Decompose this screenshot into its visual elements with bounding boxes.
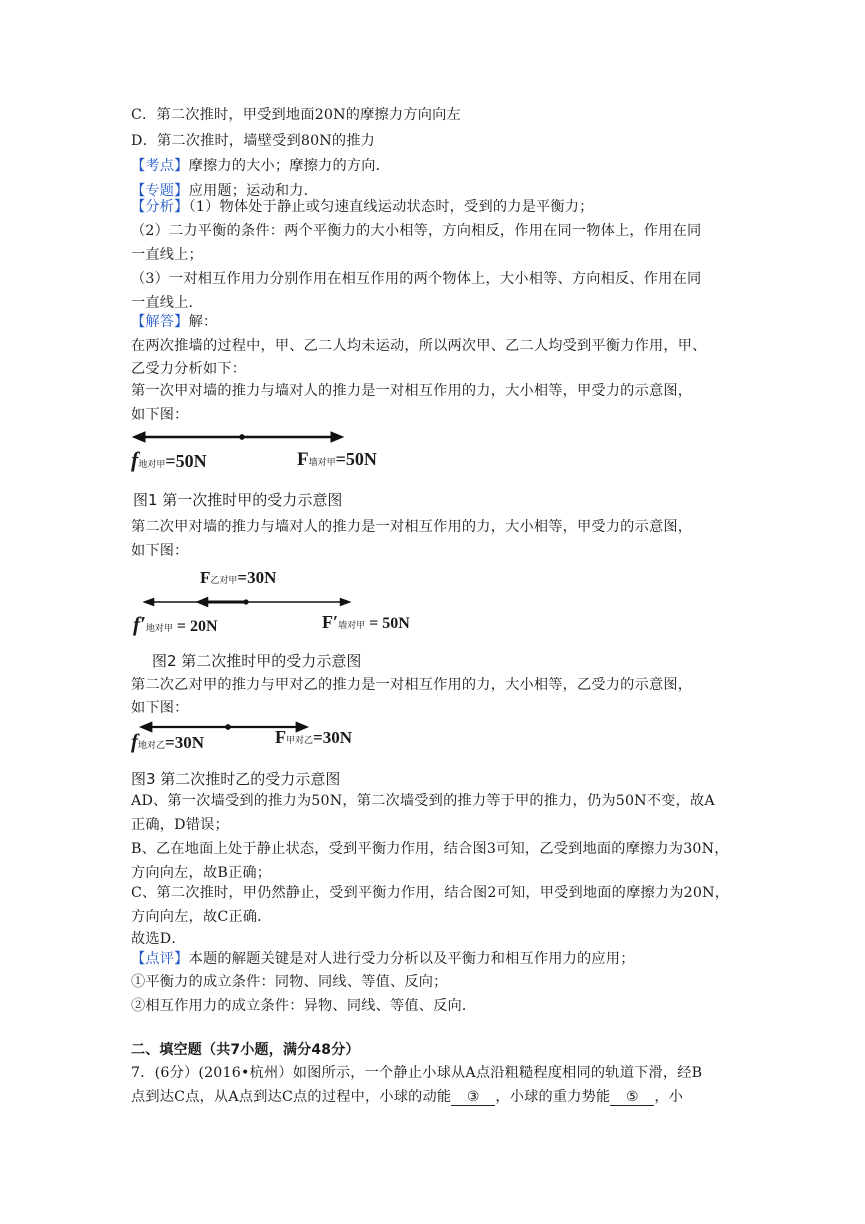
fig3-caption: 图3 第二次推时乙的受力示意图	[131, 770, 341, 788]
para-2a: 第一次甲对墙的推力与墙对人的推力是一对相互作用的力，大小相等，甲受力的示意图，	[131, 383, 693, 399]
fig3-left-label: f地对乙=30N	[131, 729, 204, 753]
fig2-right-label: F′墙对甲 = 50N	[322, 612, 410, 632]
option-c: C．第二次推时，甲受到地面20N的摩擦力方向向左	[131, 107, 461, 123]
answer-blank-1[interactable]: ③	[451, 1089, 495, 1106]
para-3b: 如下图：	[131, 543, 189, 559]
answer-ad-b: 正确，D错误；	[131, 817, 229, 833]
question-7-a: 7．(6分）(2016•杭州）如图所示，一个静止小球从A点沿粗糙程度相同的轨道下滑，经B	[131, 1065, 703, 1081]
para-1a: 在两次推墙的过程中，甲、乙二人均未运动，所以两次甲、乙二人均受到平衡力作用，甲、	[131, 338, 707, 354]
question-7-b	[131, 1087, 683, 1107]
jieda-tag: 【解答】	[131, 314, 189, 330]
kaodian-tag: 【考点】	[131, 158, 189, 174]
fig2-top-label: F乙对甲=30N	[200, 568, 277, 587]
figure-2	[140, 592, 360, 614]
answer-ad-a: AD、第一次墙受到的推力为50N，第二次墙受到的推力等于甲的推力，仍为50N不变，故A	[131, 793, 715, 809]
kaodian-line	[131, 156, 390, 176]
answer-choice: 故选D．	[131, 931, 186, 947]
jieda-text: 解：	[188, 314, 218, 330]
question-7-b-text: 点到达C点，从A点到达C点的过程中，小球的动能	[131, 1089, 452, 1105]
kaodian-text: 摩擦力的大小；摩擦力的方向．	[188, 158, 390, 174]
para-1b: 乙受力分析如下：	[131, 361, 247, 377]
fenxi-line	[131, 197, 594, 217]
fig2-caption: 图2 第二次推时甲的受力示意图	[152, 652, 362, 670]
zhuanti-text: 应用题；运动和力．	[188, 183, 319, 199]
fig3-right-label: F甲对乙=30N	[275, 727, 352, 747]
para-4a: 第二次乙对甲的推力与甲对乙的推力是一对相互作用的力，大小相等，乙受力的示意图，	[131, 677, 693, 693]
fenxi-2a: （2）二力平衡的条件：两个平衡力的大小相等，方向相反，作用在同一物体上，作用在同	[131, 223, 702, 239]
zhuanti-tag: 【专题】	[131, 183, 189, 199]
fig1-right-label: F墙对甲=50N	[297, 449, 377, 470]
remark-1: ①平衡力的成立条件：同物、同线、等值、反向；	[131, 974, 448, 990]
fig1-left-label: f地对甲=50N	[131, 447, 207, 472]
para-2b: 如下图：	[131, 407, 189, 423]
answer-blank-2[interactable]: ⑤	[610, 1089, 654, 1106]
answer-b-a: B、乙在地面上处于静止状态，受到平衡力作用，结合图3可知，乙受到地面的摩擦力为30N，	[131, 841, 729, 857]
fig1-caption: 图1 第一次推时甲的受力示意图	[133, 491, 343, 509]
fenxi-tag: 【分析】	[131, 199, 189, 215]
question-7-b-mid: ，小球的重力势能	[495, 1089, 611, 1105]
para-4b: 如下图：	[131, 700, 189, 716]
remark-2: ②相互作用力的成立条件：异物、同线、等值、反向．	[131, 998, 477, 1014]
section-heading: 二、填空题（共7小题，满分48分）	[131, 1042, 360, 1058]
dianping-text: 本题的解题关键是对人进行受力分析以及平衡力和相互作用力的应用；	[188, 951, 635, 967]
para-3a: 第二次甲对墙的推力与墙对人的推力是一对相互作用的力，大小相等，甲受力的示意图，	[131, 519, 693, 535]
answer-b-b: 方向向左，故B正确；	[131, 865, 272, 881]
option-d: D．第二次推时，墙壁受到80N的推力	[131, 133, 376, 149]
fenxi-2b: 一直线上；	[131, 247, 203, 263]
fenxi-3b: 一直线上．	[131, 295, 203, 311]
answer-c-a: C、第二次推时，甲仍然静止，受到平衡力作用，结合图2可知，甲受到地面的摩擦力为20N，	[131, 885, 730, 901]
jieda-line	[131, 312, 217, 332]
dianping-tag: 【点评】	[131, 951, 189, 967]
question-7-b-end: ，小	[654, 1089, 684, 1105]
fenxi-3a: （3）一对相互作用力分别作用在相互作用的两个物体上，大小相等、方向相反、作用在同	[131, 271, 702, 287]
dianping-line	[131, 949, 635, 969]
fenxi-text: （1）物体处于静止或匀速直线运动状态时，受到的力是平衡力；	[188, 199, 594, 215]
fig2-left-label: f′地对甲 = 20N	[133, 612, 218, 636]
answer-c-b: 方向向左，故C正确．	[131, 909, 272, 925]
